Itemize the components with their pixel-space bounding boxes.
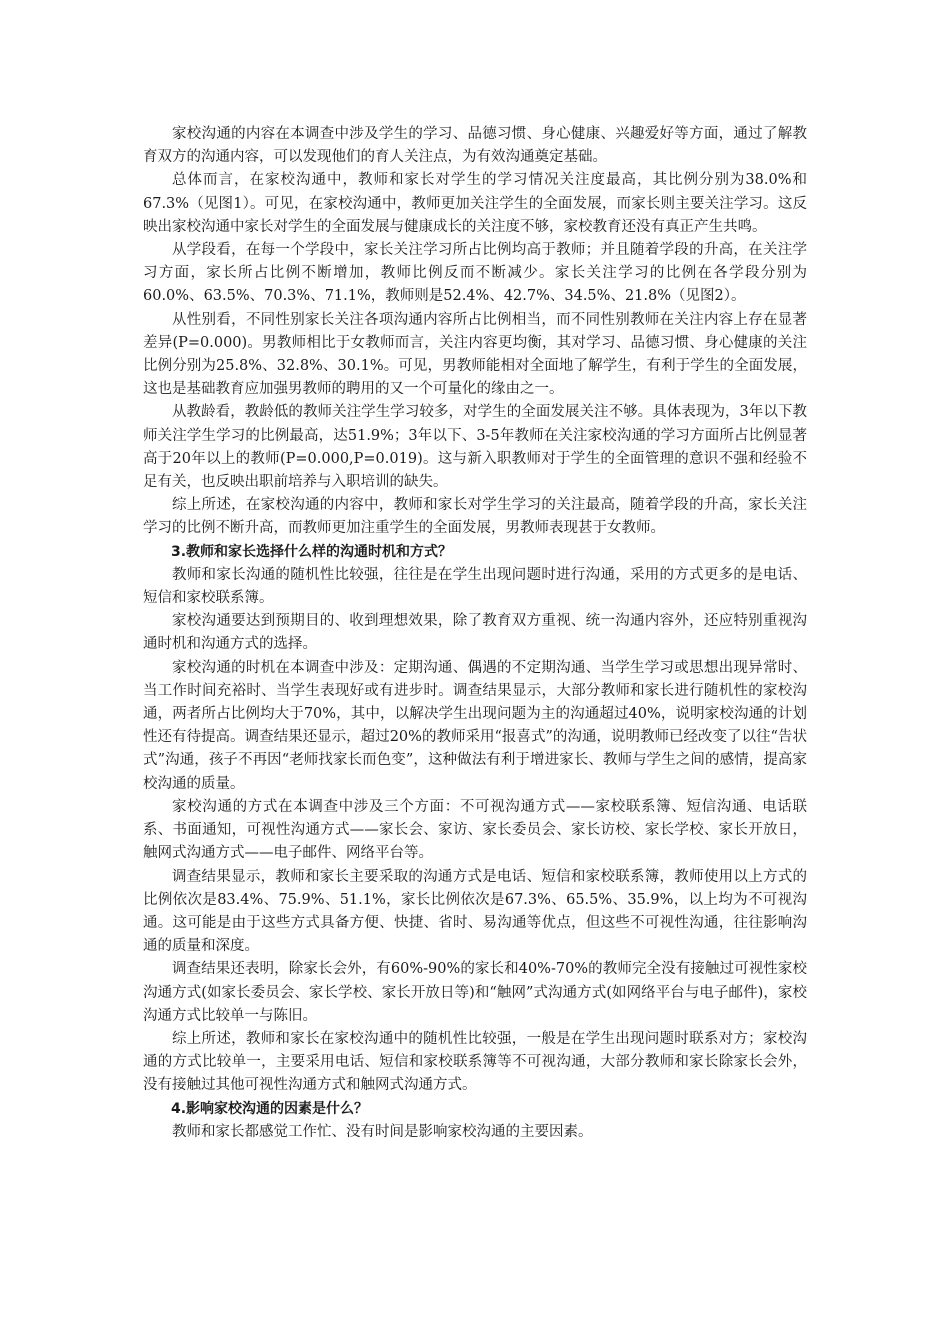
- paragraph-methods-scope: 家校沟通的方式在本调查中涉及三个方面：不可视沟通方式——家校联系簿、短信沟通、电话联系、书面通知，可视性沟通方式——家长会、家访、家长委员会、家长访校、家长学校、家长开放日，触网式沟通方式——电子邮件、网络平台等。: [143, 798, 807, 862]
- paragraph-factors-main: 教师和家长都感觉工作忙、没有时间是影响家校沟通的主要因素。: [172, 1123, 593, 1140]
- section-heading-3: 3.教师和家长选择什么样的沟通时机和方式？: [171, 543, 453, 560]
- paragraph-methods-visible: 调查结果还表明，除家长会外，有60%-90%的家长和40%-70%的教师完全没有接触过可视性家校沟通方式(如家长委员会、家长学校、家长开放日等)和“触网”式沟通方式(如网络平台与电子邮件)，家校沟通方式比较单一与陈旧。: [143, 961, 807, 1024]
- paragraph-methods-results: 调查结果显示，教师和家长主要采取的沟通方式是电话、短信和家校联系簿，教师使用以上方式的比例依次是83.4%、75.9%、51.1%，家长比例依次是67.3%、65.5%、35.9%，以上均为不可视沟通。这可能是由于这些方式具备方便、快捷、省时、易沟通等优点，但这些不可视性沟通，往往影响沟通的质量和深度。: [143, 868, 807, 955]
- paragraph-timing-results: 家校沟通的时机在本调查中涉及：定期沟通、偶遇的不定期沟通、当学生学习或思想出现异常时、当工作时间充裕时、当学生表现好或有进步时。调查结果显示，大部分教师和家长进行随机性的家校沟通，两者所占比例均大于70%，其中，以解决学生出现问题为主的沟通超过40%，说明家校沟通的计划性还有待提高。调查结果还显示，超过20%的教师采用“报喜式”的沟通，说明教师已经改变了以往“告状式”沟通，孩子不再因“老师找家长而色变”，这种做法有利于增进家长、教师与学生之间的感情，提高家校沟通的质量。: [143, 659, 807, 792]
- paragraph-by-teaching-years: 从教龄看，教龄低的教师关注学生学习较多，对学生的全面发展关注不够。具体表现为，3年以下教师关注学生学习的比例最高，达51.9%；3年以下、3-5年教师在关注家校沟通的学习方面所占比例显著高于20年以上的教师(P=0.000,P=0.019)。这与新入职教师对于学生的全面管理的意识不强和经验不足有关，也反映出职前培养与入职培训的缺失。: [143, 404, 807, 491]
- paragraph-by-school-stage: 从学段看，在每一个学段中，家长关注学习所占比例均高于教师；并且随着学段的升高，在关注学习方面，家长所占比例不断增加，教师比例反而不断减少。家长关注学习的比例在各学段分别为60.0%、63.5%、70.3%、71.1%，教师则是52.4%、42.7%、34.5%、21.8%（见图2）。: [143, 242, 807, 305]
- section-heading-4: 4.影响家校沟通的因素是什么？: [171, 1100, 369, 1117]
- paragraph-timing-methods-summary: 综上所述，教师和家长在家校沟通中的随机性比较强，一般是在学生出现问题时联系对方；家校沟通的方式比较单一，主要采用电话、短信和家校联系簿等不可视沟通，大部分教师和家长除家长会外，没有接触过其他可视性沟通方式和触网式沟通方式。: [143, 1030, 807, 1094]
- paragraph-content-summary: 综上所述，在家校沟通的内容中，教师和家长对学生学习的关注最高，随着学段的升高，家长关注学习的比例不断升高，而教师更加注重学生的全面发展，男教师表现甚于女教师。: [143, 497, 807, 537]
- paragraph-timing-overview: 教师和家长沟通的随机性比较强，往往是在学生出现问题时进行沟通，采用的方式更多的是电话、短信和家校联系簿。: [143, 566, 807, 607]
- document-body: [143, 123, 807, 1144]
- paragraph-timing-importance: 家校沟通要达到预期目的、收到理想效果，除了教育双方重视、统一沟通内容外，还应特别重视沟通时机和沟通方式的选择。: [143, 613, 807, 653]
- paragraph-by-gender: 从性别看，不同性别家长关注各项沟通内容所占比例相当，而不同性别教师在关注内容上存在显著差异(P=0.000)。男教师相比于女教师而言，关注内容更均衡，其对学习、品德习惯、身心健康的关注比例分别为25.8%、32.8%、30.1%。可见，男教师能相对全面地了解学生，有利于学生的全面发展，这也是基础教育应加强男教师的聘用的又一个可量化的缘由之一。: [143, 311, 807, 398]
- paragraph-overall-focus: 总体而言，在家校沟通中，教师和家长对学生的学习情况关注度最高，其比例分别为38.0%和67.3%（见图1）。可见，在家校沟通中，教师更加关注学生的全面发展，而家长则主要关注学习。这反映出家校沟通中家长对学生的全面发展与健康成长的关注度不够，家校教育还没有真正产生共鸣。: [143, 172, 807, 235]
- paragraph-content-scope: 家校沟通的内容在本调查中涉及学生的学习、品德习惯、身心健康、兴趣爱好等方面，通过了解教育双方的沟通内容，可以发现他们的育人关注点，为有效沟通奠定基础。: [143, 126, 807, 166]
